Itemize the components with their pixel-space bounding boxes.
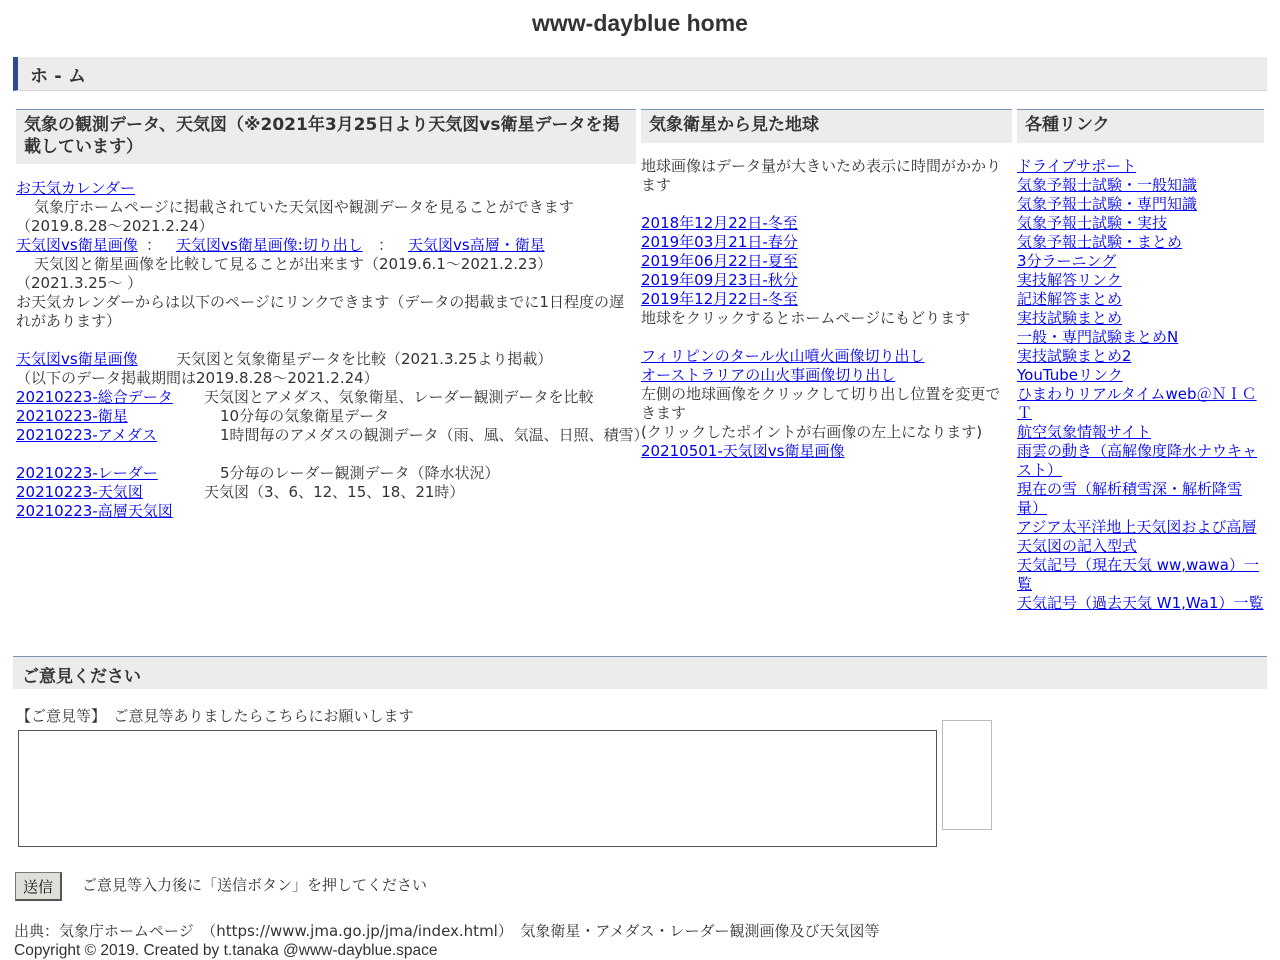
observation-section-header	[16, 109, 636, 164]
link-asia-pacific-charts[interactable]: アジア太平洋地上天気図および高層天気図の記入型式	[1017, 518, 1257, 555]
daily-amedas-link[interactable]: 20210223-アメダス	[16, 426, 157, 444]
home-section-header	[13, 57, 1267, 91]
data-period-note: （以下のデータ掲載期間は2019.8.28～2021.2.24）	[16, 369, 379, 387]
earth-section-header	[641, 109, 1012, 143]
send-note: ご意見等入力後に「送信ボタン」を押してください	[82, 876, 428, 894]
link-note: お天気カレンダーからは以下のページにリンクできます（データの掲載までに1日程度の遅れがあります）	[16, 293, 624, 330]
link-youtube[interactable]: YouTubeリンク	[1017, 366, 1123, 384]
daily-radar-link[interactable]: 20210223-レーダー	[16, 464, 158, 482]
compare-description: 天気図と衛星画像を比較して見ることが出来ます（2019.6.1～2021.2.23）	[34, 255, 553, 273]
calendar-period: （2019.8.28～2021.2.24）	[16, 217, 214, 235]
link-past-weather-symbols[interactable]: 天気記号（過去天気 W1,Wa1）一覧	[1017, 594, 1264, 612]
crop-note: 左側の地球画像をクリックして切り出し位置を変更できます	[641, 385, 1001, 422]
weather-vs-satellite-0501-link[interactable]: 20210501-天気図vs衛星画像	[641, 442, 845, 460]
observation-heading: 気象の観測データ、天気図（※2021年3月25日より天気図vs衛星データを掲載しています）	[24, 115, 620, 157]
link-aviation-weather[interactable]: 航空気象情報サイト	[1017, 423, 1151, 441]
link-practical-exam-summary[interactable]: 実技試験まとめ	[1017, 309, 1123, 327]
weather-vs-satellite-2-link[interactable]: 天気図vs衛星画像	[16, 350, 138, 368]
daily-combined-data-link[interactable]: 20210223-総合データ	[16, 388, 173, 406]
earth-intro: 地球画像はデータ量が大きいため表示に時間がかかります	[641, 157, 1002, 194]
vs2-description: 天気図と気象衛星データを比較（2021.3.25より掲載）	[176, 350, 553, 368]
earth-heading: 気象衛星から見た地球	[649, 115, 819, 135]
earth-link-2019-spring[interactable]: 2019年03月21日-春分	[641, 233, 798, 251]
site-title: www-dayblue home	[532, 10, 748, 36]
link-present-weather-symbols[interactable]: 天気記号（現在天気 ww,wawa）一覧	[1017, 556, 1259, 593]
earth-link-2019-summer[interactable]: 2019年06月22日-夏至	[641, 252, 798, 270]
side-frame	[942, 720, 992, 830]
calendar-description: 気象庁ホームページに掲載されていた天気図や観測データを見ることができます	[34, 198, 574, 216]
crop-note-2: (クリックしたポイントが右画像の左上になります)	[641, 423, 983, 441]
daily-satellite-link[interactable]: 20210223-衛星	[16, 407, 128, 425]
link-exam-practical[interactable]: 気象予報士試験・実技	[1017, 214, 1168, 232]
feedback-textarea[interactable]	[18, 730, 937, 847]
feedback-heading: ご意見ください	[22, 667, 141, 687]
amedas-description: 1時間毎のアメダスの観測データ（雨、風、気温、日照、積雪）	[220, 426, 649, 444]
separator: ：	[378, 236, 394, 254]
philippines-volcano-link[interactable]: フィリピンのタール火山噴火画像切り出し	[641, 347, 925, 365]
weather-vs-upper-air-link[interactable]: 天気図vs高層・衛星	[408, 236, 545, 254]
radar-description: 5分毎のレーダー観測データ（降水状況）	[220, 464, 500, 482]
feedback-label: 【ご意見等】 ご意見等ありましたらこちらにお願いします	[16, 707, 414, 725]
link-practical-summary-2[interactable]: 実技試験まとめ2	[1017, 347, 1132, 365]
send-button[interactable]: 送信	[15, 872, 62, 901]
satellite-description: 10分毎の気象衛星データ	[220, 407, 390, 425]
link-3min-learning[interactable]: 3分ラーニング	[1017, 252, 1117, 270]
earth-link-2019-autumn[interactable]: 2019年09月23日-秋分	[641, 271, 798, 289]
source-credit: 出典：気象庁ホームページ （https://www.jma.go.jp/jma/index.html） 気象衛星・アメダス・レーダー観測画像及び天気図等	[14, 922, 880, 940]
australia-fire-link[interactable]: オーストラリアの山火事画像切り出し	[641, 366, 896, 384]
feedback-section-header	[13, 656, 1267, 689]
links-heading: 各種リンク	[1025, 115, 1110, 135]
earth-click-note: 地球をクリックするとホームページにもどります	[641, 309, 971, 327]
combined-data-description: 天気図とアメダス、気象衛星、レーダー観測データを比較	[204, 388, 594, 406]
links-section-header	[1017, 109, 1264, 143]
link-practical-answers[interactable]: 実技解答リンク	[1017, 271, 1122, 289]
link-descriptive-answers[interactable]: 記述解答まとめ	[1017, 290, 1123, 308]
weather-vs-satellite-crop-link[interactable]: 天気図vs衛星画像:切り出し	[176, 236, 363, 254]
link-general-specialized-summary[interactable]: 一般・専門試験まとめN	[1017, 328, 1179, 346]
home-heading: ホ - ム	[30, 66, 87, 87]
separator: ：	[146, 236, 162, 254]
link-rain-cloud-nowcast[interactable]: 雨雲の動き（高解像度降水ナウキャスト）	[1017, 442, 1258, 479]
compare-period: （2021.3.25～ ）	[16, 274, 143, 292]
link-himawari-realtime[interactable]: ひまわりリアルタイムweb＠ＮＩＣＴ	[1017, 385, 1257, 422]
link-current-snow[interactable]: 現在の雪（解析積雪深・解析降雪量）	[1017, 480, 1243, 517]
link-drive-support[interactable]: ドライブサポート	[1017, 157, 1137, 175]
link-exam-summary[interactable]: 気象予報士試験・まとめ	[1017, 233, 1183, 251]
earth-link-2019-winter[interactable]: 2019年12月22日-冬至	[641, 290, 798, 308]
earth-link-2018-winter[interactable]: 2018年12月22日-冬至	[641, 214, 798, 232]
link-exam-specialized[interactable]: 気象予報士試験・専門知識	[1017, 195, 1198, 213]
daily-upper-air-map-link[interactable]: 20210223-高層天気図	[16, 502, 173, 520]
link-exam-general[interactable]: 気象予報士試験・一般知識	[1017, 176, 1198, 194]
weather-map-description: 天気図（3、6、12、15、18、21時）	[204, 483, 465, 501]
daily-weather-map-link[interactable]: 20210223-天気図	[16, 483, 143, 501]
weather-calendar-link[interactable]: お天気カレンダー	[16, 179, 136, 197]
weather-vs-satellite-link[interactable]: 天気図vs衛星画像	[16, 236, 138, 254]
copyright: Copyright © 2019. Created by t.tanaka @www-dayblue.space	[14, 942, 438, 959]
